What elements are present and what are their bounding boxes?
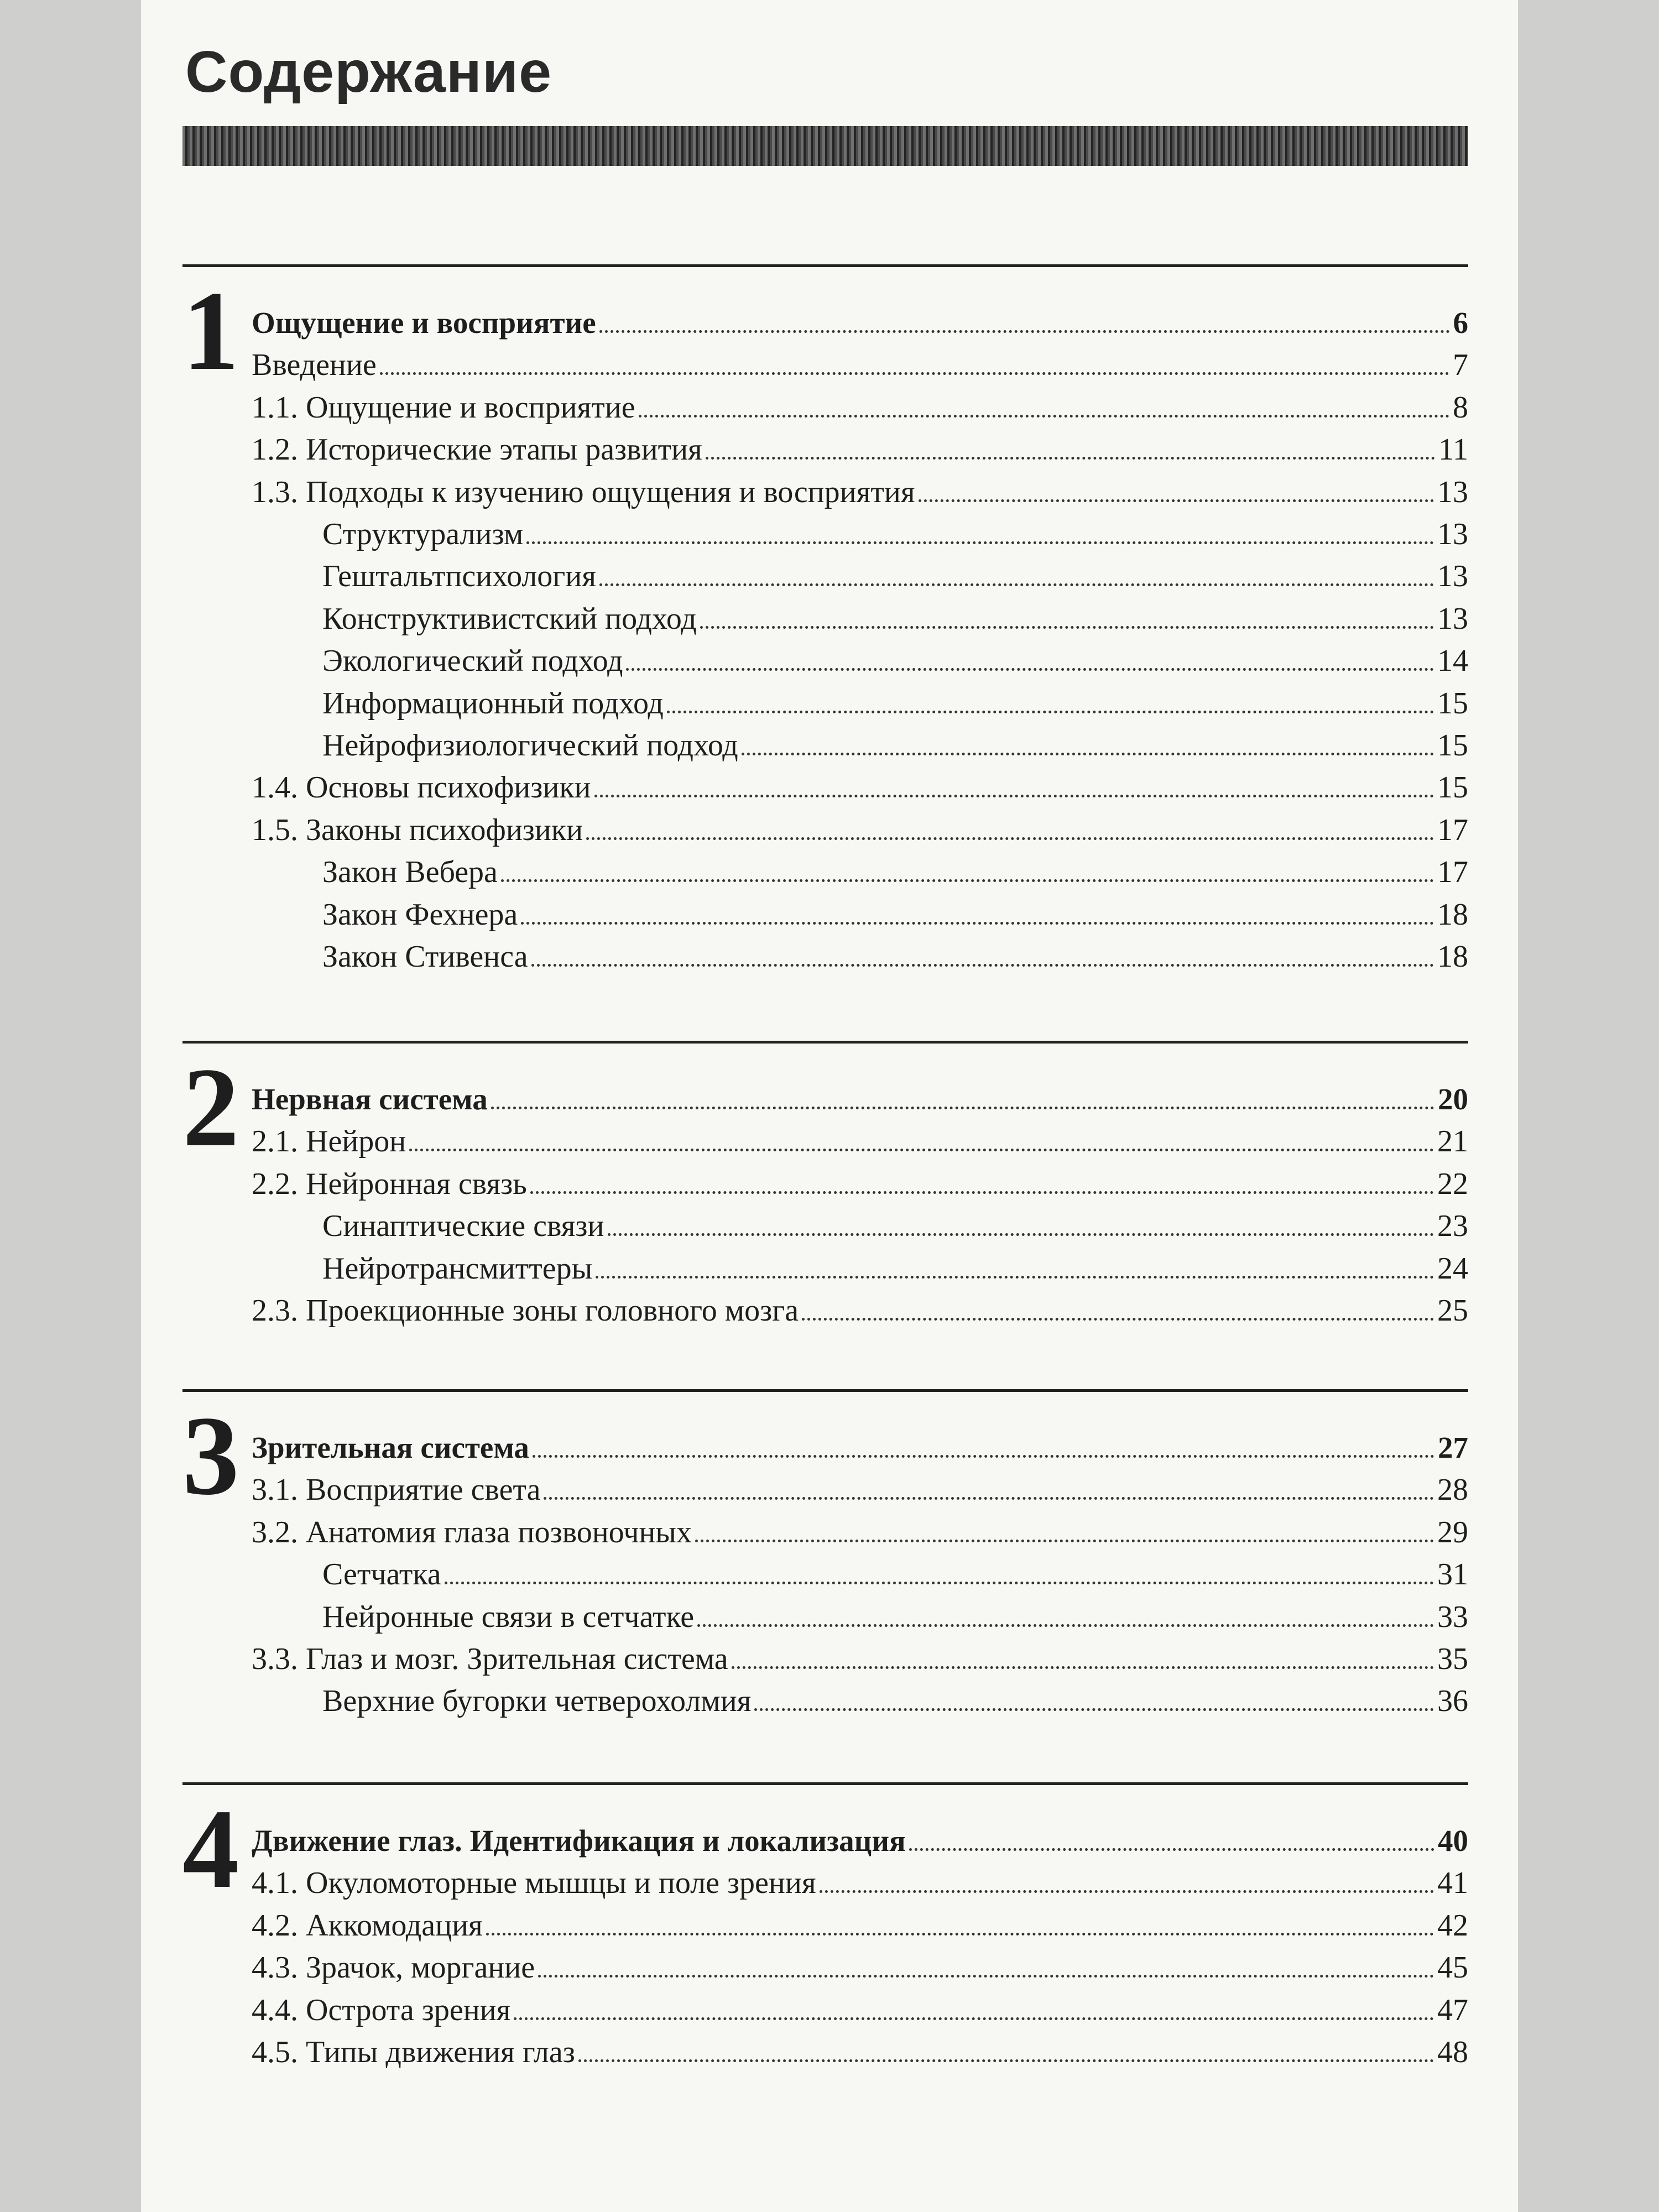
entry-page-number: 23 (1437, 1209, 1468, 1244)
entry-title: Нейрофизиологический подход (322, 728, 738, 763)
section-divider (182, 1782, 1468, 1785)
toc-entry[interactable] (252, 1464, 1468, 1506)
entry-title: Закон Вебера (322, 855, 498, 890)
toc-entry[interactable] (252, 1201, 1468, 1243)
entry-title: Сетчатка (322, 1557, 441, 1592)
dot-leader (526, 541, 1434, 544)
entry-title: 3.2. Анатомия глаза позвоночных (252, 1515, 692, 1550)
section-divider (182, 1041, 1468, 1044)
entry-title: 4.3. Зрачок, моргание (252, 1950, 535, 1985)
dot-leader (544, 1497, 1434, 1500)
entry-page-number: 11 (1438, 432, 1468, 467)
dot-leader (594, 795, 1434, 797)
entry-page-number: 13 (1437, 601, 1468, 636)
toc-entry[interactable] (252, 424, 1468, 466)
entry-page-number: 27 (1438, 1431, 1468, 1464)
entry-page-number: 17 (1437, 855, 1468, 890)
entry-page-number: 40 (1438, 1824, 1468, 1858)
entry-title: Нервная система (252, 1082, 488, 1116)
toc-entry[interactable] (252, 467, 1468, 509)
toc-entry[interactable] (252, 805, 1468, 847)
chapter-number: 4 (182, 1786, 239, 1912)
chapter-title-entry[interactable] (252, 1074, 1468, 1116)
dot-leader (919, 499, 1434, 502)
entry-title: Введение (252, 348, 377, 383)
toc-entry[interactable] (252, 889, 1468, 931)
section-divider (182, 264, 1468, 267)
toc-entry[interactable] (252, 1507, 1468, 1549)
page-title: Содержание (185, 39, 552, 105)
chapter-number: 1 (182, 268, 239, 394)
entry-title: Экологический подход (322, 644, 623, 679)
dot-leader (742, 753, 1434, 755)
entry-page-number: 14 (1437, 644, 1468, 679)
entry-page-number: 7 (1453, 348, 1468, 383)
toc-entry[interactable] (252, 2027, 1468, 2069)
dot-leader (706, 457, 1435, 460)
toc-entry[interactable] (252, 551, 1468, 593)
dot-leader (820, 1890, 1434, 1893)
entry-title: Закон Стивенса (322, 940, 528, 974)
entry-page-number: 24 (1437, 1251, 1468, 1286)
entry-page-number: 33 (1437, 1599, 1468, 1634)
entry-title: Синаптические связи (322, 1209, 604, 1244)
entry-page-number: 36 (1437, 1684, 1468, 1719)
dot-leader (380, 372, 1449, 375)
toc-entry[interactable] (252, 762, 1468, 804)
dot-leader (909, 1848, 1434, 1851)
toc-entry[interactable] (252, 1243, 1468, 1285)
entry-title: 1.5. Законы психофизики (252, 812, 583, 847)
entry-page-number: 25 (1437, 1293, 1468, 1328)
toc-entry[interactable] (252, 678, 1468, 720)
dot-leader (486, 1933, 1434, 1936)
dot-leader (533, 1455, 1434, 1458)
entry-page-number: 18 (1437, 940, 1468, 974)
entry-title: 1.3. Подходы к изучению ощущения и восприятия (252, 474, 915, 509)
chapter-number: 2 (182, 1045, 239, 1170)
entry-title: Гештальтпсихология (322, 559, 596, 594)
toc-entry[interactable] (252, 340, 1468, 382)
toc-entry[interactable] (252, 931, 1468, 973)
entry-title: 3.3. Глаз и мозг. Зрительная система (252, 1642, 728, 1676)
dot-leader (667, 711, 1434, 713)
toc-entry[interactable] (252, 847, 1468, 889)
entry-page-number: 28 (1437, 1473, 1468, 1507)
entry-page-number: 6 (1453, 306, 1468, 340)
entry-page-number: 35 (1437, 1642, 1468, 1676)
dot-leader (538, 1975, 1434, 1978)
dot-leader (732, 1666, 1434, 1669)
entry-page-number: 13 (1437, 517, 1468, 551)
toc-entry[interactable] (252, 1900, 1468, 1942)
dot-leader (697, 1624, 1434, 1627)
entry-page-number: 42 (1437, 1908, 1468, 1943)
dot-leader (802, 1318, 1434, 1321)
entry-title: Движение глаз. Идентификация и локализация (252, 1824, 906, 1858)
chapter-title-entry[interactable] (252, 1422, 1468, 1464)
entry-title: Ощущение и восприятие (252, 306, 596, 340)
dot-leader (639, 415, 1449, 418)
dot-leader (409, 1149, 1434, 1151)
entry-page-number: 41 (1437, 1866, 1468, 1901)
chapter-title-entry[interactable] (252, 1815, 1468, 1858)
entry-page-number: 45 (1437, 1950, 1468, 1985)
toc-entry[interactable] (252, 635, 1468, 677)
entry-page-number: 17 (1437, 812, 1468, 847)
toc-entry[interactable] (252, 509, 1468, 551)
entry-page-number: 48 (1437, 2035, 1468, 2069)
dot-leader (596, 1276, 1434, 1279)
entry-page-number: 29 (1437, 1515, 1468, 1550)
entry-page-number: 15 (1437, 770, 1468, 805)
toc-entry[interactable] (252, 1942, 1468, 1984)
toc-entry[interactable] (252, 1285, 1468, 1327)
entry-title: 1.4. Основы психофизики (252, 770, 591, 805)
toc-entry[interactable] (252, 1676, 1468, 1718)
section-divider (182, 1389, 1468, 1392)
toc-entry[interactable] (252, 1858, 1468, 1900)
entry-title: Структурализм (322, 517, 524, 551)
dot-leader (501, 879, 1434, 882)
dot-leader (491, 1107, 1434, 1109)
entry-page-number: 21 (1437, 1124, 1468, 1159)
entry-page-number: 18 (1437, 897, 1468, 932)
toc-entry[interactable] (252, 1549, 1468, 1591)
entry-title: Нейротрансмиттеры (322, 1251, 593, 1286)
entry-title: 1.2. Исторические этапы развития (252, 432, 702, 467)
entry-title: Информационный подход (322, 686, 664, 721)
entry-title: 4.1. Окуломоторные мышцы и поле зрения (252, 1866, 816, 1901)
toc-entry[interactable] (252, 1634, 1468, 1676)
entry-page-number: 13 (1437, 474, 1468, 509)
dot-leader (445, 1582, 1434, 1584)
toc-entry[interactable] (252, 720, 1468, 762)
dot-leader (586, 837, 1434, 840)
dot-leader (578, 2059, 1434, 2062)
toc-entry[interactable] (252, 382, 1468, 424)
toc-entry[interactable] (252, 1159, 1468, 1201)
entry-title: Зрительная система (252, 1431, 529, 1464)
title-underline-bar (182, 126, 1468, 166)
entry-title: 1.1. Ощущение и восприятие (252, 390, 635, 425)
entry-title: 2.3. Проекционные зоны головного мозга (252, 1293, 799, 1328)
dot-leader (754, 1708, 1434, 1711)
entry-title: Верхние бугорки четверохолмия (322, 1684, 752, 1719)
entry-page-number: 22 (1437, 1166, 1468, 1201)
entry-title: Конструктивистский подход (322, 601, 697, 636)
dot-leader (626, 668, 1434, 671)
chapter-title-entry[interactable] (252, 298, 1468, 340)
toc-entry[interactable] (252, 1592, 1468, 1634)
dot-leader (530, 1191, 1434, 1194)
toc-entry[interactable] (252, 593, 1468, 635)
entry-title: Нейронные связи в сетчатке (322, 1599, 695, 1634)
dot-leader (700, 626, 1434, 629)
entry-title: 4.4. Острота зрения (252, 1992, 511, 2027)
dot-leader (531, 964, 1434, 967)
entry-title: 4.2. Аккомодация (252, 1908, 483, 1943)
entry-title: 3.1. Восприятие света (252, 1473, 541, 1507)
entry-page-number: 31 (1437, 1557, 1468, 1592)
entry-title: Закон Фехнера (322, 897, 518, 932)
entry-page-number: 47 (1437, 1992, 1468, 2027)
toc-entry[interactable] (252, 1985, 1468, 2027)
dot-leader (599, 330, 1450, 333)
entry-page-number: 15 (1437, 728, 1468, 763)
entry-page-number: 8 (1453, 390, 1468, 425)
dot-leader (521, 922, 1434, 925)
dot-leader (514, 2017, 1434, 2020)
entry-page-number: 15 (1437, 686, 1468, 721)
chapter-number: 3 (182, 1393, 239, 1519)
entry-title: 2.2. Нейронная связь (252, 1166, 527, 1201)
entry-page-number: 20 (1438, 1082, 1468, 1116)
toc-entry[interactable] (252, 1116, 1468, 1158)
book-page (141, 0, 1518, 2212)
dot-leader (695, 1540, 1434, 1542)
entry-title: 2.1. Нейрон (252, 1124, 406, 1159)
dot-leader (608, 1233, 1434, 1236)
entry-title: 4.5. Типы движения глаз (252, 2035, 575, 2069)
entry-page-number: 13 (1437, 559, 1468, 594)
dot-leader (599, 583, 1434, 586)
